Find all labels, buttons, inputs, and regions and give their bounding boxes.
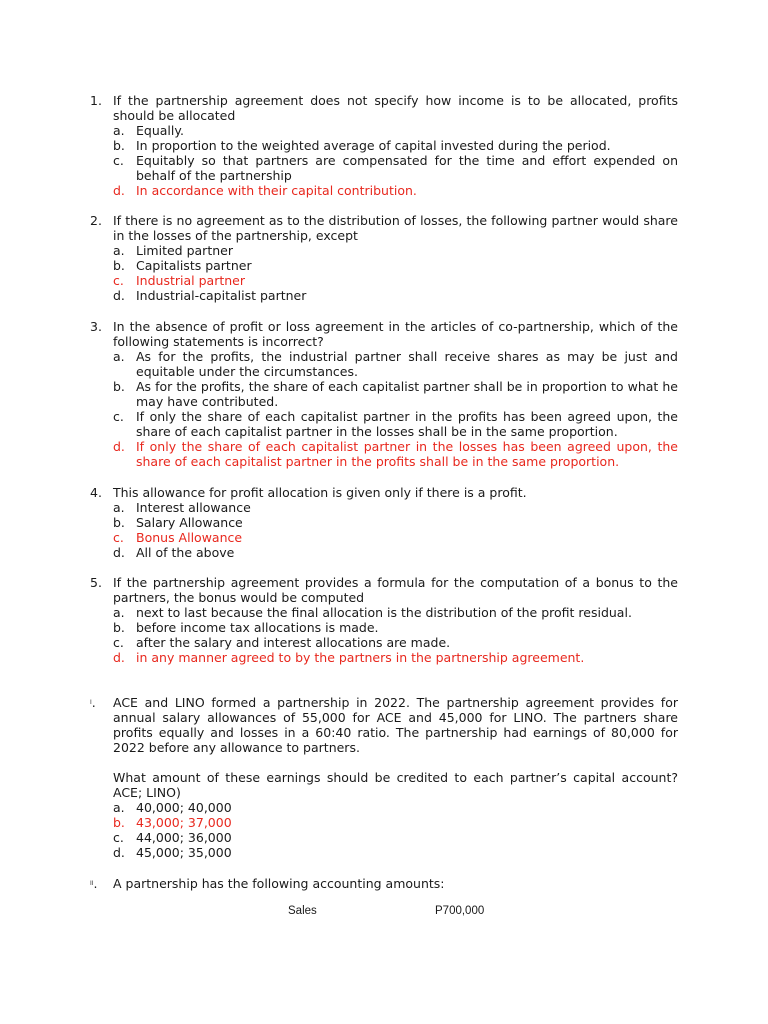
- question-text: If the partnership agreement does not specify how income is to be allocated, profits should be allocated: [113, 93, 678, 123]
- option-c: c. 44,000; 36,000: [113, 830, 232, 845]
- option-b: b. before income tax allocations is made.: [113, 620, 379, 635]
- option-d-answer: d. in any manner agreed to by the partners in the partnership agreement.: [113, 650, 585, 665]
- option-b: b. Salary Allowance: [113, 515, 243, 530]
- option-c: c. If only the share of each capitalist partner in the profits has been agreed upon, the share of each capitalist partner in the losses shall be in the same proportion.: [113, 409, 678, 439]
- question-5: [90, 575, 678, 665]
- question-number: 3.: [90, 319, 102, 334]
- question-number: 5.: [90, 575, 102, 590]
- problem-2: [90, 876, 678, 891]
- table-label-sales: Sales: [288, 905, 317, 917]
- option-c-answer: c. Industrial partner: [113, 273, 245, 288]
- problem-text: A partnership has the following accounting amounts:: [113, 876, 445, 891]
- option-a: a. next to last because the final allocation is the distribution of the profit residual.: [113, 605, 632, 620]
- question-number: 4.: [90, 485, 102, 500]
- option-a: a. As for the profits, the industrial partner shall receive shares as may be just and equitable under the circumstances.: [113, 349, 678, 379]
- option-a: a. Equally.: [113, 123, 184, 138]
- option-d: d. 45,000; 35,000: [113, 845, 232, 860]
- question-text: If the partnership agreement provides a formula for the computation of a bonus to the partners, the bonus would be computed: [113, 575, 678, 605]
- problem-text: ACE and LINO formed a partnership in 2022. The partnership agreement provides for annual salary allowances of 55,000 for ACE and 45,000 for LINO. The partners share profits equally and losses in a 60:40 ratio. The partnership had earnings of 80,000 for 2022 before any allowance to partners.: [113, 695, 678, 755]
- option-a: a. Interest allowance: [113, 500, 251, 515]
- option-b: b. In proportion to the weighted average of capital invested during the period.: [113, 138, 611, 153]
- option-d-answer: d. If only the share of each capitalist partner in the losses has been agreed upon, the share of each capitalist partner in the profits shall be in the same proportion.: [113, 439, 678, 469]
- problem-number: $^I$.: [90, 695, 96, 710]
- option-c: c. after the salary and interest allocations are made.: [113, 635, 451, 650]
- question-3: [90, 319, 678, 469]
- question-4: [90, 485, 678, 560]
- question-2: [90, 213, 678, 303]
- option-d-answer: d. In accordance with their capital contribution.: [113, 183, 417, 198]
- option-a: a. Limited partner: [113, 243, 233, 258]
- problem-number: $^{II}$.: [90, 876, 98, 891]
- option-c: c. Equitably so that partners are compensated for the time and effort expended on behalf of the partnership: [113, 153, 678, 183]
- option-d: d. Industrial-capitalist partner: [113, 288, 307, 303]
- option-b-answer: b. 43,000; 37,000: [113, 815, 232, 830]
- option-d: d. All of the above: [113, 545, 235, 560]
- problem-1: [90, 695, 678, 860]
- question-text: If there is no agreement as to the distribution of losses, the following partner would share in the losses of the partnership, except: [113, 213, 678, 243]
- question-text: This allowance for profit allocation is given only if there is a profit.: [113, 485, 527, 500]
- option-a: a. 40,000; 40,000: [113, 800, 232, 815]
- question-number: 2.: [90, 213, 102, 228]
- question-text: In the absence of profit or loss agreement in the articles of co-partnership, which of the following statements is incorrect?: [113, 319, 678, 349]
- problem-question: What amount of these earnings should be credited to each partner’s capital account? ACE; LINO): [113, 770, 678, 800]
- option-c-answer: c. Bonus Allowance: [113, 530, 243, 545]
- question-1: [90, 93, 678, 198]
- option-b: b. Capitalists partner: [113, 258, 252, 273]
- question-number: 1.: [90, 93, 102, 108]
- table-value-sales: P700,000: [435, 905, 485, 917]
- option-b: b. As for the profits, the share of each capitalist partner shall be in proportion to what he may have contributed.: [113, 379, 678, 409]
